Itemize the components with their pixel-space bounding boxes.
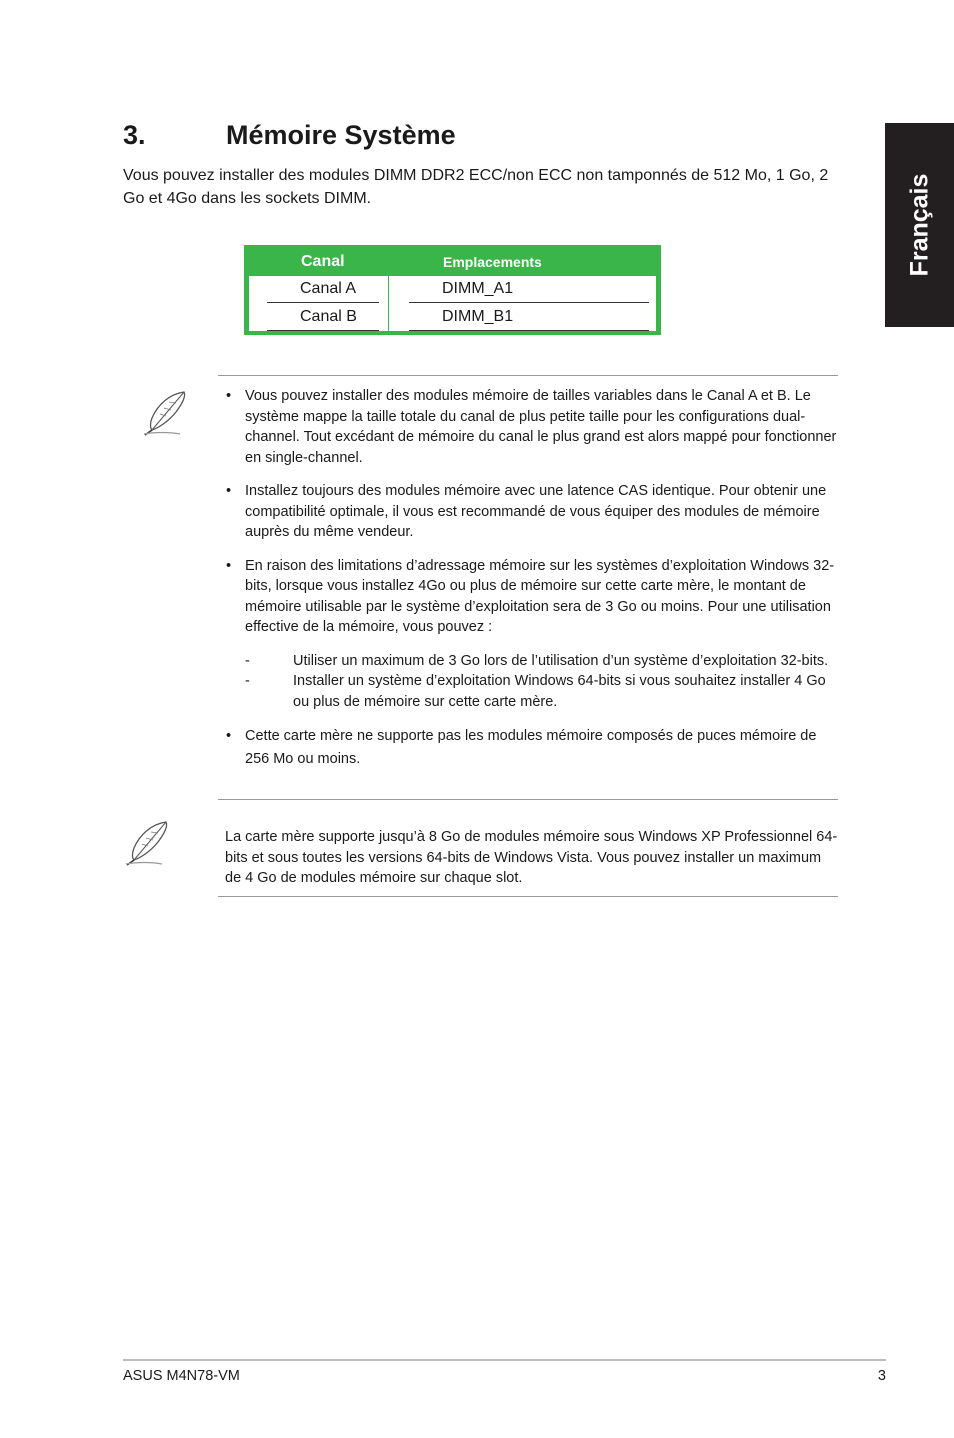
table-row-line	[409, 302, 649, 303]
list-item	[226, 725, 838, 771]
sub-list-item	[245, 671, 838, 712]
table-row	[249, 276, 656, 303]
list-item	[226, 386, 838, 468]
table-row-line	[267, 302, 379, 303]
sub-text: Installer un système d’exploitation Windows 64-bits si vous souhaitez installer 4 Go ou plus de mémoire sur cette carte mère.	[293, 673, 826, 710]
sub-list-item	[245, 651, 838, 672]
bullet-text: Installez toujours des modules mémoire avec une latence CAS identique. Pour obtenir une compatibilité optimale, il vous est recommandé de vous équiper des modules de mémoire auprès du même vendeur.	[245, 483, 827, 540]
bullet-text: En raison des limitations d’adressage mémoire sur les systèmes d’exploitation Windows 32-bits, lorsque vous installez 4Go ou plus de mémoire sur cette carte mère, le montant de mémoire utilisable par le système d’exploitation sera de 3 Go ou moins. Pour une utilisation effective de la mémoire, vous pouvez :	[245, 557, 835, 635]
note-bullet-list	[226, 386, 838, 784]
table-header-emplacements: Emplacements	[443, 254, 542, 270]
language-tab	[885, 123, 954, 327]
footer-product-name: ASUS M4N78-VM	[123, 1368, 240, 1384]
table-header-canal: Canal	[301, 253, 345, 270]
table-cell-slot: DIMM_A1	[442, 280, 514, 297]
list-item	[226, 481, 838, 543]
bullet-dot: •	[226, 557, 232, 574]
section-number: 3.	[123, 120, 146, 150]
bullet-dot: •	[226, 728, 232, 744]
feather-note-icon	[140, 388, 192, 438]
bullet-text: Cette carte mère ne supporte pas les modules mémoire composés de puces mémoire de 256 Mo ou moins.	[245, 728, 817, 767]
table-cell-channel: Canal B	[300, 308, 357, 325]
note-bottom-rule	[218, 896, 838, 897]
bullet-dot: •	[226, 388, 232, 404]
sub-text: Utiliser un maximum de 3 Go lors de l’utilisation d’un système d’exploitation 32-bits.	[293, 652, 829, 669]
note-bottom-rule	[218, 799, 838, 800]
table-body	[249, 276, 656, 331]
memory-channel-table	[244, 245, 661, 335]
note-top-rule	[218, 375, 838, 376]
language-tab-label: Français	[905, 173, 933, 277]
sub-dash: -	[245, 652, 250, 669]
sub-list	[245, 651, 838, 713]
table-row-line	[267, 330, 379, 331]
note-text: La carte mère supporte jusqu’à 8 Go de modules mémoire sous Windows XP Professionnel 64-bits et sous toutes les versions 64-bits de Windows Vista. Vous pouvez installer un maximum de 4 Go de modules mémoire sur chaque slot.	[225, 829, 838, 886]
table-cell-slot: DIMM_B1	[442, 308, 514, 325]
sub-dash: -	[245, 673, 250, 689]
footer-rule	[123, 1359, 886, 1361]
table-row-line	[409, 330, 649, 331]
bullet-text: Vous pouvez installer des modules mémoire de tailles variables dans le Canal A et B. Le système mappe la taille totale du canal de plus petite taille pour les configurations dual-channel. Tout excédant de mémoire du canal le plus grand est alors mappé pour fonctionner en single-channel.	[245, 388, 837, 466]
section-title: Mémoire Système	[226, 120, 456, 150]
list-item	[226, 556, 838, 713]
intro-paragraph: Vous pouvez installer des modules DIMM DDR2 ECC/non ECC non tamponnés de 512 Mo, 1 Go, 2 Go et 4Go dans les sockets DIMM.	[123, 167, 829, 207]
bullet-dot: •	[226, 483, 232, 499]
table-cell-channel: Canal A	[300, 280, 357, 297]
page-number: 3	[877, 1368, 886, 1384]
feather-note-icon	[122, 818, 174, 868]
table-row	[249, 304, 656, 331]
